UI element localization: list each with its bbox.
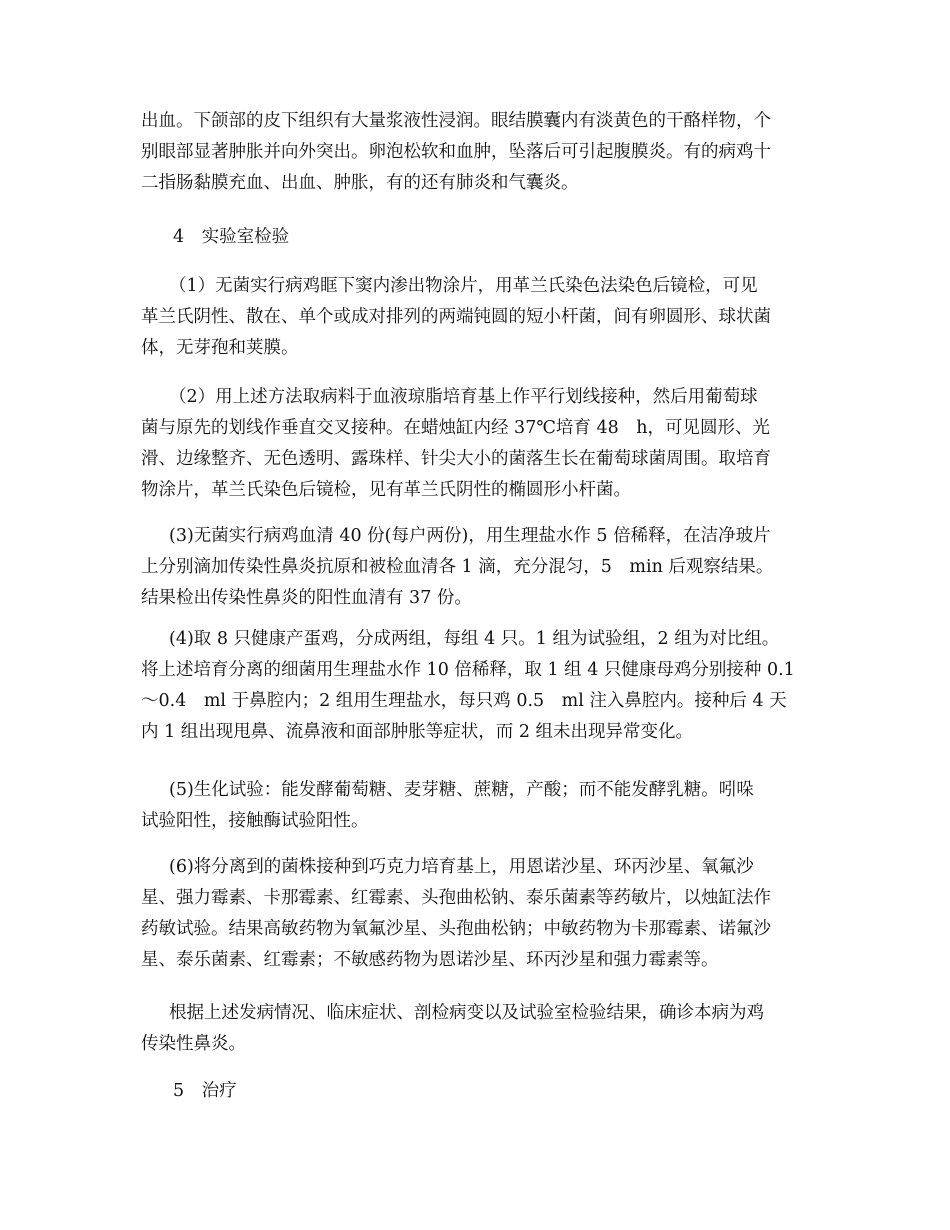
text-line: (3)无菌实行病鸡血清 40 份(每户两份)，用生理盐水作 5 倍稀释，在洁净玻片 xyxy=(169,526,771,546)
text-line: 传染性鼻炎。 xyxy=(141,1034,246,1054)
text-line: 别眼部显著肿胀并向外突出。卵泡松软和血肿，坠落后可引起腹膜炎。有的病鸡十 xyxy=(141,142,771,162)
text-line: (6)将分离到的菌株接种到巧克力培育基上，用恩诺沙星、环丙沙星、氧氟沙 xyxy=(169,857,754,877)
text-line: 根据上述发病情况、临床症状、剖检病变以及试验室检验结果，确诊本病为鸡 xyxy=(169,1003,764,1023)
text-line: 上分别滴加传染性鼻炎抗原和被检血清各 1 滴，充分混匀，5 min 后观察结果。 xyxy=(141,557,774,577)
text-line: 滑、边缘整齐、无色透明、露珠样、针尖大小的菌落生长在葡萄球菌周围。取培育 xyxy=(141,449,771,469)
paragraph-test-2 xyxy=(141,382,813,506)
section-heading-lab-tests: 4 实验室检验 xyxy=(173,227,290,247)
paragraph-test-6 xyxy=(141,852,813,976)
text-line: 二指肠黏膜充血、出血、肿胀，有的还有肺炎和气囊炎。 xyxy=(141,173,579,193)
text-line: 菌与原先的划线作垂直交叉接种。在蜡烛缸内经 37℃培育 48 h，可见圆形、光 xyxy=(141,418,771,438)
text-line: 将上述培育分离的细菌用生理盐水作 10 倍稀释，取 1 组 4 只健康母鸡分别接种 0.1 xyxy=(141,660,795,680)
text-line: (5)生化试验：能发酵葡萄糖、麦芽糖、蔗糖，产酸；而不能发酵乳糖。吲哚 xyxy=(169,780,754,800)
text-line: （2）用上述方法取病料于血液琼脂培育基上作平行划线接种，然后用葡萄球 xyxy=(169,387,758,407)
text-line: 体，无芽孢和荚膜。 xyxy=(141,338,299,358)
text-line: ～0.4 ml 于鼻腔内；2 组用生理盐水，每只鸡 0.5 ml 注入鼻腔内。接种后 4 天 xyxy=(141,691,787,711)
paragraph-diagnosis xyxy=(141,998,813,1060)
paragraph-test-1 xyxy=(141,271,813,364)
text-line: 星、强力霉素、卡那霉素、红霉素、头孢曲松钠、泰乐菌素等药敏片，以烛缸法作 xyxy=(141,888,771,908)
paragraph-test-3 xyxy=(141,521,813,614)
text-line: 内 1 组出现甩鼻、流鼻液和面部肿胀等症状，而 2 组未出现异常变化。 xyxy=(141,722,694,742)
paragraph-lesions xyxy=(141,106,813,199)
text-line: 革兰氏阴性、散在、单个或成对排列的两端钝圆的短小杆菌，间有卵圆形、球状菌 xyxy=(141,307,771,327)
text-line: 结果检出传染性鼻炎的阳性血清有 37 份。 xyxy=(141,588,472,608)
text-line: 星、泰乐菌素、红霉素；不敏感药物为恩诺沙星、环丙沙星和强力霉素等。 xyxy=(141,950,719,970)
text-line: 药敏试验。结果高敏药物为氧氟沙星、头孢曲松钠；中敏药物为卡那霉素、诺氟沙 xyxy=(141,919,771,939)
text-line: （1）无菌实行病鸡眶下窦内渗出物涂片，用革兰氏染色法染色后镜检，可见 xyxy=(169,276,758,296)
text-line: 试验阳性，接触酶试验阳性。 xyxy=(141,811,369,831)
text-line: 物涂片，革兰氏染色后镜检，见有革兰氏阴性的椭圆形小杆菌。 xyxy=(141,480,631,500)
paragraph-test-4 xyxy=(141,624,813,748)
paragraph-test-5 xyxy=(141,775,813,837)
text-line: 出血。下颌部的皮下组织有大量浆液性浸润。眼结膜囊内有淡黄色的干酪样物，个 xyxy=(141,111,771,131)
section-heading-treatment: 5 治疗 xyxy=(173,1081,237,1101)
text-line: (4)取 8 只健康产蛋鸡，分成两组，每组 4 只。1 组为试验组，2 组为对比组。 xyxy=(169,629,780,649)
